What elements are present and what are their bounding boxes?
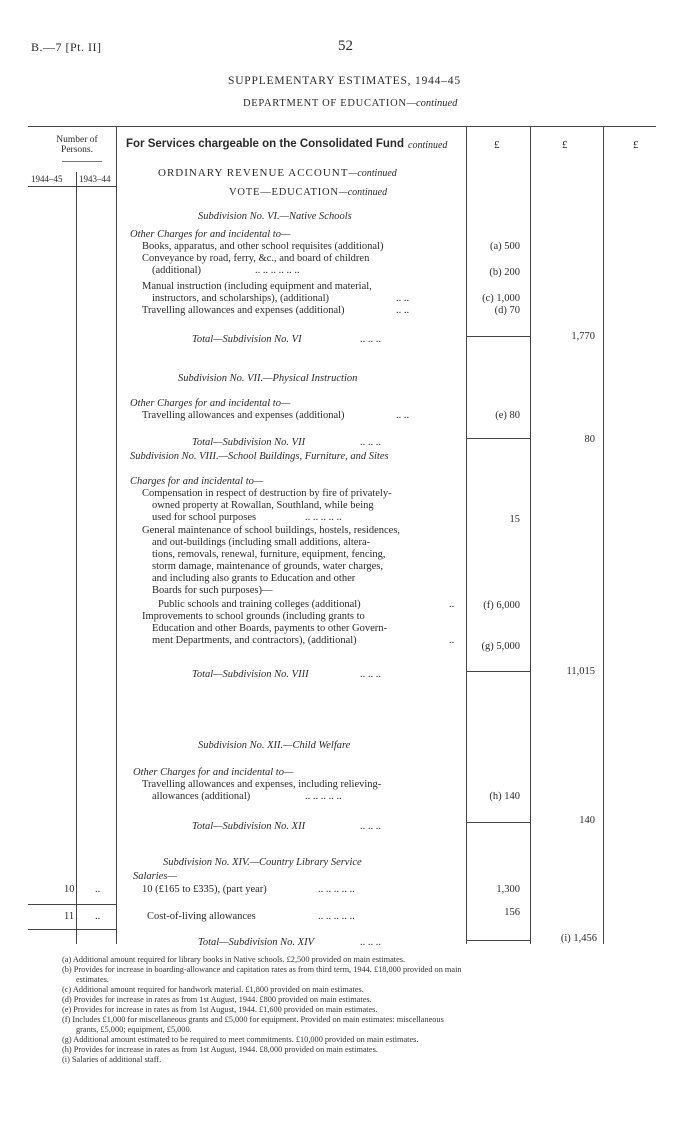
document-reference: B.—7 [Pt. II] [31, 40, 102, 54]
sub12-total-dots: .. .. .. [360, 821, 381, 832]
sub6-dots-travelling: .. .. [396, 305, 410, 316]
subdivision-12-charges-heading: Other Charges for and incidental to— [133, 767, 294, 778]
sub8-line-improvements-3: ment Departments, and contractors), (additional) [152, 635, 357, 646]
pound-heading-2: £ [562, 139, 568, 151]
sub14-persons-total-1943-44: .. [95, 911, 101, 922]
sub14-persons-1944-45: 10 [64, 884, 75, 895]
footnote-a: (a) Additional amount required for library books in Native schools. £2,500 provided on main estimates. [62, 955, 406, 964]
sub6-line-manual: Manual instruction (including equipment and material, [142, 281, 372, 292]
sub6-amount-c: (c) 1,000 [482, 293, 520, 304]
sub14-line-salaries: 10 (£165 to £335), (part year) [142, 884, 267, 895]
sub12-total-label: Total—Subdivision No. XII [192, 821, 306, 832]
subdivision-12-heading: Subdivision No. XII.—Child Welfare [198, 740, 351, 751]
page-title: SUPPLEMENTARY ESTIMATES, 1944–45 [228, 75, 461, 87]
sub14-total-amount: (i) 1,456 [560, 933, 597, 944]
sub14-persons-1943-44: .. [95, 884, 101, 895]
sub7-total-rule [466, 438, 530, 439]
table-top-rule [28, 126, 656, 127]
services-heading [126, 138, 404, 150]
footnote-g: (g) Additional amount estimated to be required to meet commitments. £10,000 provided on main estimates. [62, 1035, 419, 1044]
sub8-dots-compensation: .. .. .. .. .. [305, 512, 342, 523]
subdivision-8-heading: Subdivision No. VIII.—School Buildings, Furniture, and Sites [130, 451, 389, 462]
sub8-line-maintenance-6: Boards for such purposes)— [152, 585, 273, 596]
sub12-amount-h: (h) 140 [489, 791, 520, 802]
sub14-persons-bottom-rule [28, 929, 116, 930]
department-heading [243, 98, 457, 109]
sub7-dots-travelling: .. .. [396, 410, 410, 421]
subdivision-7-heading: Subdivision No. VII.—Physical Instruction [178, 373, 358, 384]
sub6-line-conveyance-cont: (additional) [152, 265, 201, 276]
sub6-total-rule [466, 336, 530, 337]
sub8-line-improvements-2: Education and other Boards, payments to other Govern- [152, 623, 388, 634]
sub14-total-label: Total—Subdivision No. XIV [198, 937, 314, 948]
sub8-line-maintenance-3: tions, removals, renewal, furniture, equipment, fencing, [152, 549, 386, 560]
sub7-total-label: Total—Subdivision No. VII [192, 437, 306, 448]
sub6-dots-manual: .. .. [396, 293, 410, 304]
footnote-b: (b) Provides for increase in boarding-allowance and capitation rates as from third term, 1944. £18,000 provided on main [62, 965, 462, 974]
subdivision-14-salaries-heading: Salaries— [133, 871, 177, 882]
subdivision-6-charges-heading: Other Charges for and incidental to— [130, 229, 291, 240]
sub8-dots-improvements: .. [449, 635, 455, 646]
sub6-amount-b: (b) 200 [489, 267, 520, 278]
subdivision-8-charges-heading: Charges for and incidental to— [130, 476, 264, 487]
vote-label: VOTE [229, 187, 261, 198]
sub8-total-rule [466, 671, 530, 672]
subdivision-6-heading: Subdivision No. VI.—Native Schools [198, 211, 352, 222]
sub8-total-label: Total—Subdivision No. VIII [192, 669, 309, 680]
column-divider-amount3 [603, 126, 604, 944]
account-name: ORDINARY REVENUE ACCOUNT [158, 167, 349, 179]
sub14-line-cost-of-living: Cost-of-living allowances [147, 911, 256, 922]
column-divider-amount2 [530, 126, 531, 944]
sub6-line-conveyance: Conveyance by road, ferry, &c., and board of children [142, 253, 370, 264]
sub14-amount-cost-of-living: 156 [504, 907, 520, 918]
page-number: 52 [338, 38, 353, 54]
sub8-line-compensation-2: owned property at Rowallan, Southland, while being [152, 500, 374, 511]
subdivision-7-charges-heading: Other Charges for and incidental to— [130, 398, 291, 409]
sub12-line-travelling-2: allowances (additional) [152, 791, 251, 802]
sub12-total-rule [466, 822, 530, 823]
sub8-amount-compensation: 15 [509, 514, 520, 525]
account-title [158, 167, 397, 179]
vote-continued: —continued [338, 187, 388, 198]
sub12-dots-travelling: .. .. .. .. .. [305, 791, 342, 802]
sub8-amount-f: (f) 6,000 [483, 600, 520, 611]
sub14-persons-total-1944-45: 11 [64, 911, 75, 922]
footnote-i: (i) Salaries of additional staff. [62, 1055, 162, 1064]
sub8-line-maintenance: General maintenance of school buildings, hostels, residences, [142, 525, 401, 536]
sub6-total-label: Total—Subdivision No. VI [192, 334, 302, 345]
column-divider-persons [116, 126, 117, 944]
sub6-amount-a: (a) 500 [489, 241, 520, 252]
sub8-line-compensation: Compensation in respect of destruction by fire of privately- [142, 488, 392, 499]
sub8-amount-g: (g) 5,000 [481, 641, 520, 652]
sub8-line-maintenance-4: storm damage, maintenance of grounds, water charges, [152, 561, 384, 572]
sub6-line-travelling: Travelling allowances and expenses (additional) [142, 305, 345, 316]
sub8-line-public-schools: Public schools and training colleges (additional) [158, 599, 361, 610]
vote-title: VOTE—EDUCATION—continued [229, 187, 388, 198]
sub8-line-maintenance-5: and including also grants to Education and other [152, 573, 356, 584]
services-continued: continued [408, 140, 448, 151]
footnote-f-cont: grants, £5,000; equipment, £5,000. [76, 1025, 192, 1034]
footnote-f: (f) Includes £1,000 for miscellaneous grants and £5,000 for equipment. Provided on main estimates: miscellaneous [62, 1015, 444, 1024]
column-divider-years [76, 172, 77, 944]
footnote-c: (c) Additional amount required for handwork material. £1,800 provided on main estimates. [62, 985, 364, 994]
department-name: DEPARTMENT OF EDUCATION [243, 98, 407, 109]
sub7-amount-e: (e) 80 [495, 410, 520, 421]
sub12-total-amount: 140 [579, 815, 595, 826]
year-heading-rule [28, 186, 116, 187]
sub6-line-manual-cont: instructors, and scholarships), (additional) [152, 293, 330, 304]
account-continued: —continued [348, 168, 397, 179]
footnote-d: (d) Provides for increase in rates as from 1st August, 1944. £800 provided on main estimates. [62, 995, 372, 1004]
sub8-dots-public-schools: .. [449, 599, 455, 610]
sub8-line-maintenance-2: and out-buildings (including small additions, altera- [152, 537, 371, 548]
pound-heading-1: £ [494, 139, 500, 151]
footnote-h: (h) Provides for increase in rates as from 1st August, 1944. £8,000 provided on main estimates. [62, 1045, 378, 1054]
footnote-e: (e) Provides for increase in rates as from 1st August, 1944. £1,600 provided on main estimates. [62, 1005, 378, 1014]
sub6-dots-conveyance: .. .. .. .. .. .. [255, 265, 300, 276]
continued-label: —continued [406, 98, 458, 109]
sub14-dots-salaries: .. .. .. .. .. [318, 884, 355, 895]
sub6-total-dots: .. .. .. [360, 334, 381, 345]
sub7-total-amount: 80 [584, 434, 595, 445]
sub6-total-amount: 1,770 [571, 331, 595, 342]
sub8-total-dots: .. .. .. [360, 669, 381, 680]
heading-rule [62, 161, 102, 162]
year-heading-1943-44: 1943–44 [79, 174, 111, 184]
sub14-total-dots: .. .. .. [360, 937, 381, 948]
services-heading-text: For Services chargeable on the Consolidated Fund [126, 138, 404, 150]
sub7-total-dots: .. .. .. [360, 437, 381, 448]
number-of-persons-heading: Number of Persons. [56, 135, 98, 155]
sub6-line-books: Books, apparatus, and other school requisites (additional) [142, 241, 384, 252]
sub7-line-travelling: Travelling allowances and expenses (additional) [142, 410, 345, 421]
vote-name: EDUCATION [271, 187, 339, 198]
sub6-amount-d: (d) 70 [494, 305, 520, 316]
sub8-line-compensation-3: used for school purposes [152, 512, 257, 523]
sub8-total-amount: 11,015 [566, 666, 595, 677]
sub12-line-travelling: Travelling allowances and expenses, including relieving- [142, 779, 382, 790]
year-heading-1944-45: 1944–45 [31, 174, 63, 184]
sub8-line-improvements: Improvements to school grounds (including grants to [142, 611, 365, 622]
sub14-dots-cost-of-living: .. .. .. .. .. [318, 911, 355, 922]
sub14-persons-rule [28, 904, 116, 905]
footnote-b-cont: estimates. [76, 975, 109, 984]
sub14-amount-salaries: 1,300 [496, 884, 520, 895]
subdivision-14-heading: Subdivision No. XIV.—Country Library Service [163, 857, 362, 868]
pound-heading-3: £ [633, 139, 639, 151]
sub14-total-rule [466, 940, 530, 941]
